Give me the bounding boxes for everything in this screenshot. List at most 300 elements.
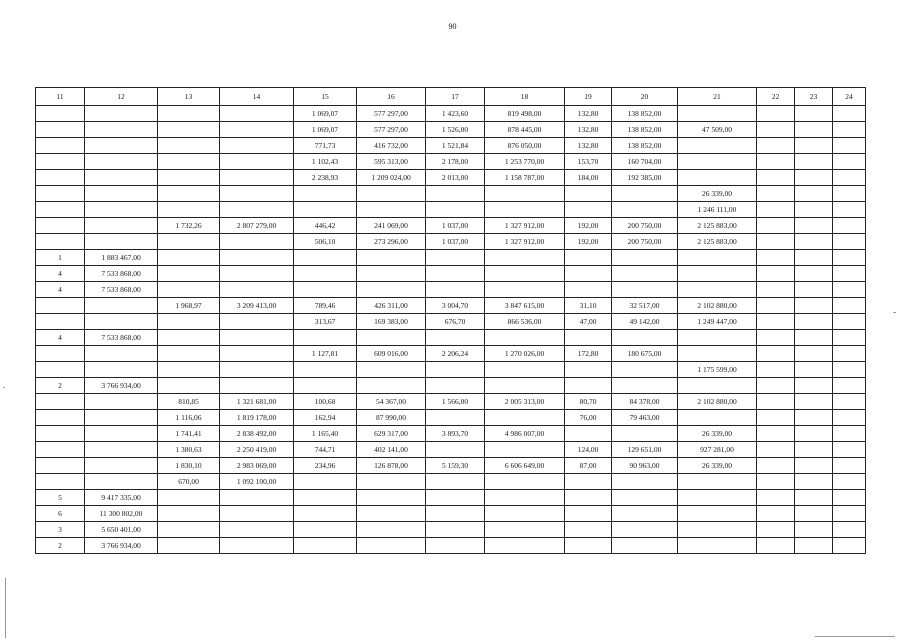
table-cell: 7 533 868,00 [85,330,158,346]
column-header: 19 [565,88,612,106]
table-cell [485,330,565,346]
table-cell [833,122,866,138]
table-cell: 160 704,00 [612,154,678,170]
table-row [36,234,866,250]
table-cell [612,522,678,538]
table-cell: 54 367,00 [357,394,426,410]
table-cell [795,362,833,378]
table-cell [158,266,220,282]
table-cell [833,394,866,410]
table-cell: 192,00 [565,234,612,250]
table-cell [85,458,158,474]
table-cell [158,330,220,346]
table-cell [678,266,757,282]
table-cell: 162,94 [294,410,357,426]
table-cell [36,394,85,410]
table-cell [757,234,795,250]
table-row [36,298,866,314]
table-cell [795,538,833,554]
table-cell: 132,80 [565,122,612,138]
table-cell [757,474,795,490]
table-cell [757,330,795,346]
table-cell [833,202,866,218]
table-row [36,506,866,522]
table-cell [294,330,357,346]
table-cell [85,122,158,138]
table-cell [220,138,294,154]
table-cell [357,186,426,202]
table-cell [795,314,833,330]
table-cell [795,426,833,442]
table-cell [294,378,357,394]
table-cell: 4 [36,330,85,346]
table-cell [357,506,426,522]
table-cell [357,266,426,282]
table-cell [158,202,220,218]
column-header: 17 [426,88,485,106]
table-cell: 126 878,00 [357,458,426,474]
table-cell [294,522,357,538]
table-cell [36,442,85,458]
table-cell [612,426,678,442]
table-cell [36,426,85,442]
table-cell: 927 281,00 [678,442,757,458]
table-cell [36,474,85,490]
table-cell [795,282,833,298]
table-cell [426,378,485,394]
column-header: 13 [158,88,220,106]
table-cell: 2 125 883,00 [678,218,757,234]
table-cell [220,522,294,538]
table-cell [757,250,795,266]
table-cell [678,506,757,522]
table-row [36,378,866,394]
table-cell [357,330,426,346]
table-cell [85,362,158,378]
table-cell [36,298,85,314]
table-cell: 2 178,00 [426,154,485,170]
table-cell [220,490,294,506]
table-cell [833,426,866,442]
table-cell [795,410,833,426]
table-cell: 670,00 [158,474,220,490]
table-cell [158,234,220,250]
table-cell [757,138,795,154]
column-header: 16 [357,88,426,106]
table-cell: 200 750,00 [612,218,678,234]
table-cell [485,250,565,266]
table-cell [565,330,612,346]
table-cell [85,106,158,122]
table-cell [36,186,85,202]
page-number: 90 [448,22,457,31]
data-table [35,87,866,554]
table-cell: 1 [36,250,85,266]
table-cell: 2 102 880,00 [678,298,757,314]
column-header: 15 [294,88,357,106]
table-cell: 1 092 100,00 [220,474,294,490]
table-cell: 132,80 [565,138,612,154]
table-cell [795,442,833,458]
table-cell [757,394,795,410]
table-cell [565,362,612,378]
table-cell [757,506,795,522]
table-cell [485,506,565,522]
table-cell [757,106,795,122]
column-header: 18 [485,88,565,106]
table-cell [158,250,220,266]
table-cell [757,186,795,202]
table-cell [565,186,612,202]
table-cell [294,506,357,522]
table-cell: 1 566,00 [426,394,485,410]
table-cell [426,410,485,426]
table-cell [220,234,294,250]
table-cell [612,538,678,554]
table-cell: 744,71 [294,442,357,458]
table-cell [565,426,612,442]
table-cell [678,138,757,154]
table-cell [85,410,158,426]
table-cell: 2 102 880,00 [678,394,757,410]
table-cell [833,250,866,266]
table-cell [36,314,85,330]
table-row [36,458,866,474]
table-cell [833,538,866,554]
table-cell: 819 498,00 [485,106,565,122]
table-cell [565,538,612,554]
table-cell [795,394,833,410]
table-cell [757,458,795,474]
table-cell [678,522,757,538]
table-cell: 1 116,06 [158,410,220,426]
table-cell: 32 517,00 [612,298,678,314]
table-cell [795,154,833,170]
table-cell [85,186,158,202]
table-cell [85,394,158,410]
table-cell [220,186,294,202]
table-cell: 200 750,00 [612,234,678,250]
table-row [36,538,866,554]
table-cell [612,186,678,202]
table-cell: 789,46 [294,298,357,314]
table-cell: 2 238,93 [294,170,357,186]
table-cell: 31,10 [565,298,612,314]
table-cell [757,122,795,138]
table-cell: 9 417 335,00 [85,490,158,506]
table-cell [36,138,85,154]
table-row [36,490,866,506]
table-cell [85,426,158,442]
table-cell [678,378,757,394]
table-row [36,522,866,538]
table-cell: 1 830,10 [158,458,220,474]
table-cell: 132,80 [565,106,612,122]
table-cell [85,442,158,458]
table-cell [158,186,220,202]
table-cell [678,282,757,298]
table-cell: 6 606 649,00 [485,458,565,474]
table-cell [485,442,565,458]
table-cell [85,138,158,154]
table-cell [757,362,795,378]
table-cell [485,538,565,554]
table-cell [795,458,833,474]
table-cell: 1 253 770,00 [485,154,565,170]
table-cell [612,282,678,298]
table-cell: 241 069,00 [357,218,426,234]
table-row [36,106,866,122]
table-cell [158,362,220,378]
table-cell [565,474,612,490]
table-cell [85,202,158,218]
table-cell [678,490,757,506]
table-cell [795,298,833,314]
table-cell [85,234,158,250]
table-cell [158,378,220,394]
table-row [36,426,866,442]
table-cell [426,538,485,554]
table-cell [357,282,426,298]
table-cell [36,154,85,170]
table-cell: 1 249 447,00 [678,314,757,330]
table-cell [612,378,678,394]
table-cell: 129 651,00 [612,442,678,458]
table-cell [426,250,485,266]
table-cell [795,266,833,282]
table-cell [678,154,757,170]
table-cell [426,202,485,218]
table-cell [833,362,866,378]
table-cell [565,202,612,218]
table-cell [485,410,565,426]
table-cell [565,282,612,298]
column-header: 20 [612,88,678,106]
table-cell: 87 990,00 [357,410,426,426]
table-cell [757,346,795,362]
table-cell [158,170,220,186]
column-header: 14 [220,88,294,106]
table-cell [426,266,485,282]
table-cell [757,410,795,426]
table-cell [158,138,220,154]
table-cell [85,170,158,186]
table-cell [833,234,866,250]
table-cell: 2 250 419,00 [220,442,294,458]
table-cell: 1 069,07 [294,106,357,122]
table-cell [757,522,795,538]
table-cell: 2 983 069,00 [220,458,294,474]
table-cell [833,266,866,282]
table-cell: 169 383,00 [357,314,426,330]
table-cell [678,346,757,362]
table-cell [485,202,565,218]
table-cell [833,522,866,538]
table-cell [833,490,866,506]
table-cell: 1 037,00 [426,218,485,234]
table-cell [678,250,757,266]
table-cell: 84 378,00 [612,394,678,410]
table-cell: 80,70 [565,394,612,410]
table-row [36,362,866,378]
table-cell [833,106,866,122]
table-cell [220,170,294,186]
table-cell [795,346,833,362]
table-row [36,314,866,330]
table-cell [36,234,85,250]
table-cell [220,538,294,554]
table-cell [294,490,357,506]
table-cell [833,474,866,490]
table-cell [158,490,220,506]
table-cell [795,234,833,250]
table-cell [85,218,158,234]
table-cell [678,410,757,426]
table-cell [612,250,678,266]
table-cell: 1 968,97 [158,298,220,314]
table-cell [294,282,357,298]
table-cell [757,426,795,442]
table-cell: 1 327 912,00 [485,234,565,250]
table-cell [757,154,795,170]
table-cell: 1 321 681,00 [220,394,294,410]
table-cell: 2 013,00 [426,170,485,186]
table-cell [357,202,426,218]
table-cell: 426 311,00 [357,298,426,314]
table-cell: 1 883 467,00 [85,250,158,266]
table-cell: 180 675,00 [612,346,678,362]
table-cell: 506,10 [294,234,357,250]
table-row [36,202,866,218]
table-cell: 7 533 868,00 [85,282,158,298]
table-cell [795,138,833,154]
table-cell [795,330,833,346]
table-cell: 446,42 [294,218,357,234]
table-row [36,122,866,138]
table-cell: 138 852,00 [612,138,678,154]
table-cell [485,490,565,506]
table-cell: 5 159,30 [426,458,485,474]
table-cell: 3 847 615,00 [485,298,565,314]
column-header: 23 [795,88,833,106]
table-cell [357,490,426,506]
table-cell [678,474,757,490]
table-cell: 1 246 111,00 [678,202,757,218]
table-cell: 153,70 [565,154,612,170]
table-cell [220,314,294,330]
table-cell [36,218,85,234]
header-row [36,88,866,106]
table-cell [220,106,294,122]
table-cell: 609 016,00 [357,346,426,362]
table-cell [757,314,795,330]
table-cell [220,330,294,346]
table-cell [833,410,866,426]
table-cell: 1 526,00 [426,122,485,138]
table-cell: 3 [36,522,85,538]
table-cell [757,282,795,298]
table-cell [678,106,757,122]
table-cell: 4 986 007,00 [485,426,565,442]
table-cell [757,266,795,282]
table-cell: 273 296,00 [357,234,426,250]
table-cell [36,202,85,218]
table-cell [678,538,757,554]
table-cell: 184,00 [565,170,612,186]
table-cell [833,154,866,170]
table-cell: 676,70 [426,314,485,330]
table-cell [158,314,220,330]
table-row [36,138,866,154]
table-cell [795,506,833,522]
table-row [36,474,866,490]
table-cell [612,266,678,282]
table-cell [833,298,866,314]
table-cell: 1 158 787,00 [485,170,565,186]
table-row [36,394,866,410]
table-cell: 138 852,00 [612,106,678,122]
table-cell: 3 209 413,00 [220,298,294,314]
table-cell: 3 766 934,00 [85,378,158,394]
margin-mark [3,387,5,388]
column-header: 11 [36,88,85,106]
table-cell [612,506,678,522]
table-cell: 3 893,70 [426,426,485,442]
table-cell [36,346,85,362]
table-row [36,186,866,202]
table-cell [158,346,220,362]
table-cell [678,330,757,346]
table-cell [158,506,220,522]
table-cell: 1 127,81 [294,346,357,362]
table-cell [36,106,85,122]
table-cell [565,266,612,282]
table-cell: 124,00 [565,442,612,458]
table-cell: 595 313,00 [357,154,426,170]
table-cell [833,186,866,202]
table-cell [294,266,357,282]
table-cell [795,250,833,266]
table-cell [426,474,485,490]
table-cell: 234,96 [294,458,357,474]
column-header: 24 [833,88,866,106]
table-cell: 47 509,00 [678,122,757,138]
margin-mark [815,636,895,637]
table-cell [565,522,612,538]
table-cell [795,186,833,202]
table-cell: 5 [36,490,85,506]
table-cell: 26 339,00 [678,426,757,442]
table-cell: 1 270 026,00 [485,346,565,362]
table-cell [426,282,485,298]
table-cell [158,122,220,138]
table-cell [795,522,833,538]
table-cell [220,378,294,394]
table-cell [485,186,565,202]
table-cell [485,522,565,538]
table-cell [833,442,866,458]
column-header: 12 [85,88,158,106]
table-cell [757,378,795,394]
table-cell [220,202,294,218]
table-cell [795,378,833,394]
column-header: 22 [757,88,795,106]
table-cell [294,474,357,490]
table-cell [294,538,357,554]
table-cell: 1 165,40 [294,426,357,442]
table-cell: 6 [36,506,85,522]
table-cell: 876 050,00 [485,138,565,154]
